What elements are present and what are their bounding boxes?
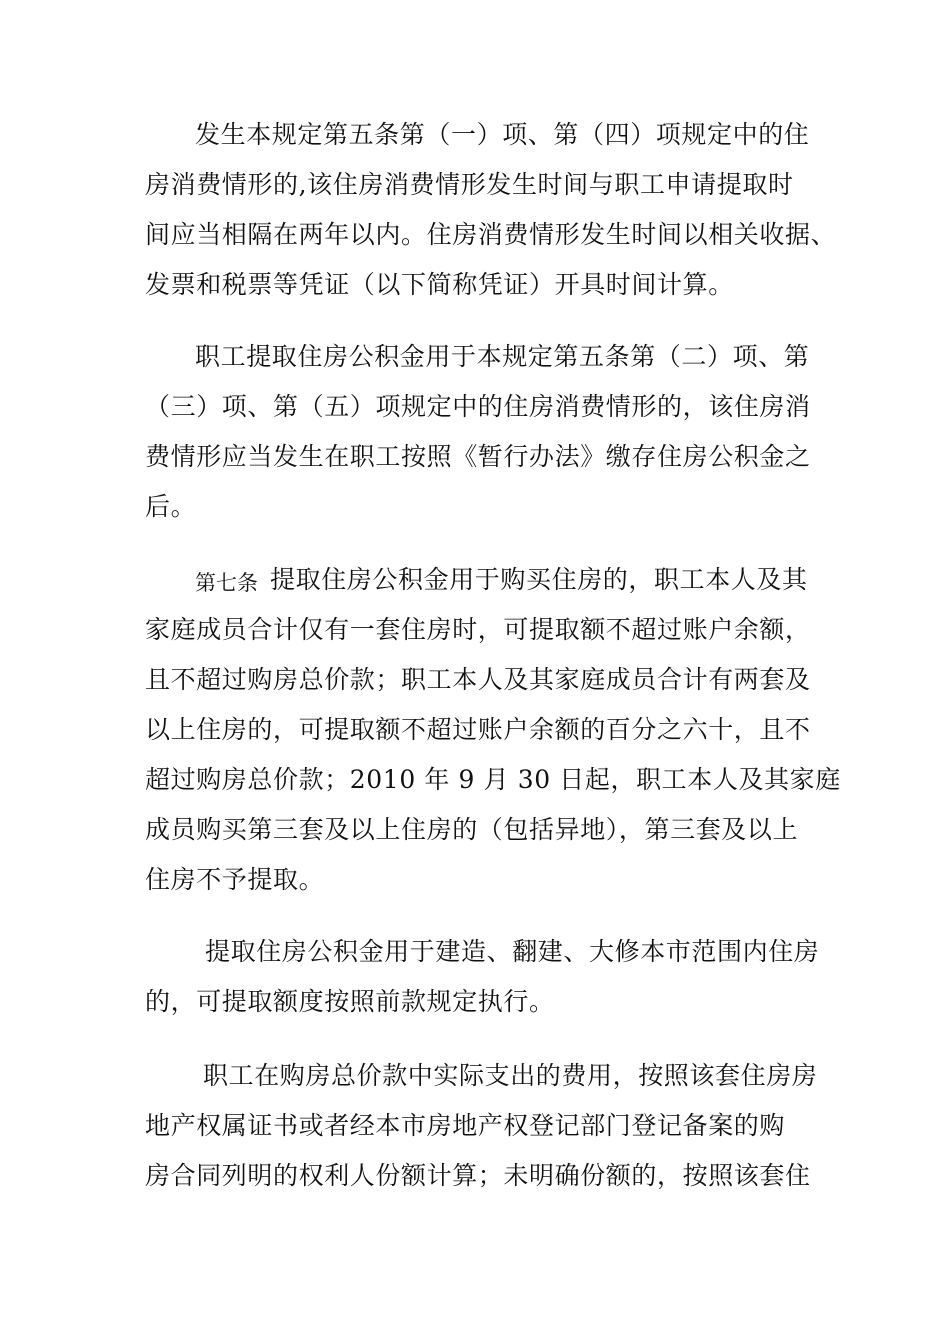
text-line: 提取住房公积金用于建造、翻建、大修本市范围内住房 bbox=[205, 937, 820, 966]
text-line: 房合同列明的权利人份额计算；未明确份额的，按照该套住 bbox=[145, 1161, 811, 1190]
article-label: 第七条 bbox=[195, 571, 258, 595]
text-line: 提取住房公积金用于购买住房的，职工本人及其 bbox=[270, 565, 808, 594]
text-line: 发票和税票等凭证（以下简称凭证）开具时间计算。 bbox=[145, 270, 734, 299]
text-line: 成员购买第三套及以上住房的（包括异地），第三套及以上 bbox=[145, 815, 799, 844]
text-line: （三）项、第（五）项规定中的住房消费情形的，该住房消 bbox=[145, 392, 811, 421]
text-line: 的，可提取额度按照前款规定执行。 bbox=[145, 987, 555, 1016]
text-line: 发生本规定第五条第（一）项、第（四）项规定中的住 bbox=[195, 120, 810, 149]
text-line: 房消费情形的,该住房消费情形发生时间与职工申请提取时 bbox=[145, 170, 794, 199]
text-line: 后。 bbox=[145, 492, 197, 521]
text-line: 间应当相隔在两年以内。住房消费情形发生时间以相关收据、 bbox=[145, 220, 837, 249]
text-line: 且不超过购房总价款；职工本人及其家庭成员合计有两套及 bbox=[145, 665, 811, 694]
text-line: 职工提取住房公积金用于本规定第五条第（二）项、第 bbox=[195, 342, 810, 371]
text-line: 以上住房的，可提取额不超过账户余额的百分之六十，且不 bbox=[145, 715, 811, 744]
text-line: 超过购房总价款；2010 年 9 月 30 日起，职工本人及其家庭 bbox=[145, 765, 841, 794]
text-line: 家庭成员合计仅有一套住房时，可提取额不超过账户余额， bbox=[145, 615, 811, 644]
text-line: 住房不予提取。 bbox=[145, 865, 325, 894]
text-line: 地产权属证书或者经本市房地产权登记部门登记备案的购 bbox=[145, 1111, 786, 1140]
text-line: 职工在购房总价款中实际支出的费用，按照该套住房房 bbox=[203, 1061, 818, 1090]
text-line: 费情形应当发生在职工按照《暂行办法》缴存住房公积金之 bbox=[145, 442, 811, 471]
